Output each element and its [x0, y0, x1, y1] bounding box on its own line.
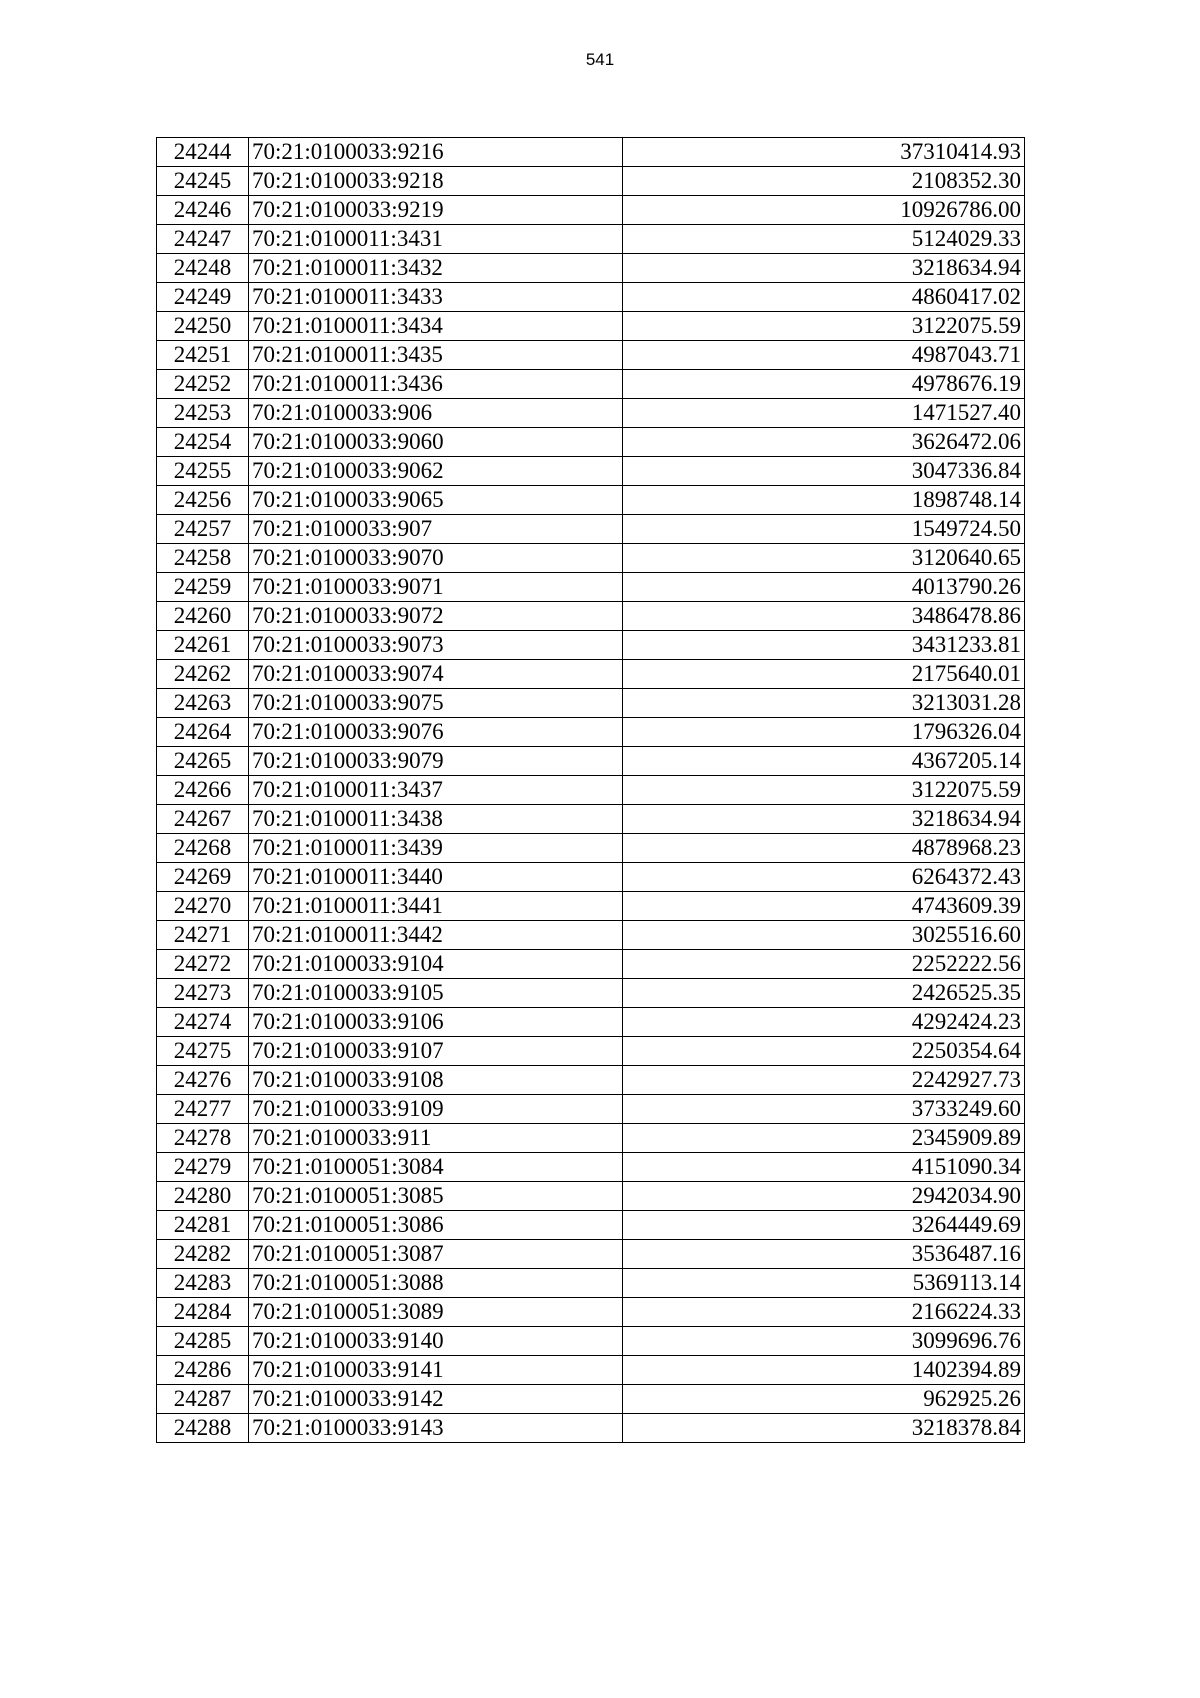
value-cell: 3099696.76	[623, 1327, 1025, 1356]
cadastral-number-cell: 70:21:0100033:9074	[249, 660, 623, 689]
row-number-cell: 24283	[157, 1269, 249, 1298]
table-row	[157, 544, 1025, 573]
cadastral-number-cell: 70:21:0100033:9140	[249, 1327, 623, 1356]
value-cell: 4860417.02	[623, 283, 1025, 312]
cadastral-number-cell: 70:21:0100051:3087	[249, 1240, 623, 1269]
row-number-cell: 24250	[157, 312, 249, 341]
table-row	[157, 399, 1025, 428]
row-number-cell: 24263	[157, 689, 249, 718]
cadastral-number-cell: 70:21:0100011:3434	[249, 312, 623, 341]
row-number-cell: 24254	[157, 428, 249, 457]
cadastral-value-table	[156, 137, 1025, 1443]
cadastral-number-cell: 70:21:0100033:9060	[249, 428, 623, 457]
row-number-cell: 24245	[157, 167, 249, 196]
table-body	[157, 138, 1025, 1443]
table-row	[157, 863, 1025, 892]
table-row	[157, 1124, 1025, 1153]
value-cell: 1549724.50	[623, 515, 1025, 544]
row-number-cell: 24279	[157, 1153, 249, 1182]
value-cell: 3218378.84	[623, 1414, 1025, 1443]
table-row	[157, 747, 1025, 776]
row-number-cell: 24269	[157, 863, 249, 892]
cadastral-number-cell: 70:21:0100033:9106	[249, 1008, 623, 1037]
row-number-cell: 24266	[157, 776, 249, 805]
cadastral-number-cell: 70:21:0100011:3442	[249, 921, 623, 950]
table-row	[157, 370, 1025, 399]
value-cell: 1898748.14	[623, 486, 1025, 515]
cadastral-number-cell: 70:21:0100033:9079	[249, 747, 623, 776]
cadastral-number-cell: 70:21:0100033:9104	[249, 950, 623, 979]
table-row	[157, 1414, 1025, 1443]
cadastral-number-cell: 70:21:0100011:3432	[249, 254, 623, 283]
table-row	[157, 1008, 1025, 1037]
cadastral-number-cell: 70:21:0100051:3085	[249, 1182, 623, 1211]
table-row	[157, 1211, 1025, 1240]
table-row	[157, 225, 1025, 254]
value-cell: 3264449.69	[623, 1211, 1025, 1240]
value-cell: 3122075.59	[623, 312, 1025, 341]
row-number-cell: 24273	[157, 979, 249, 1008]
cadastral-number-cell: 70:21:0100033:9107	[249, 1037, 623, 1066]
row-number-cell: 24264	[157, 718, 249, 747]
row-number-cell: 24251	[157, 341, 249, 370]
table-row	[157, 486, 1025, 515]
value-cell: 3733249.60	[623, 1095, 1025, 1124]
cadastral-number-cell: 70:21:0100033:9141	[249, 1356, 623, 1385]
row-number-cell: 24267	[157, 805, 249, 834]
row-number-cell: 24288	[157, 1414, 249, 1443]
cadastral-number-cell: 70:21:0100011:3436	[249, 370, 623, 399]
cadastral-number-cell: 70:21:0100033:9142	[249, 1385, 623, 1414]
cadastral-number-cell: 70:21:0100011:3431	[249, 225, 623, 254]
row-number-cell: 24257	[157, 515, 249, 544]
cadastral-number-cell: 70:21:0100033:9143	[249, 1414, 623, 1443]
table-row	[157, 167, 1025, 196]
cadastral-number-cell: 70:21:0100033:9216	[249, 138, 623, 167]
cadastral-number-cell: 70:21:0100033:9062	[249, 457, 623, 486]
cadastral-number-cell: 70:21:0100033:906	[249, 399, 623, 428]
table-row	[157, 138, 1025, 167]
table-row	[157, 196, 1025, 225]
table-row	[157, 921, 1025, 950]
cadastral-number-cell: 70:21:0100033:9105	[249, 979, 623, 1008]
value-cell: 4367205.14	[623, 747, 1025, 776]
value-cell: 3120640.65	[623, 544, 1025, 573]
row-number-cell: 24271	[157, 921, 249, 950]
table-row	[157, 1356, 1025, 1385]
cadastral-number-cell: 70:21:0100033:9065	[249, 486, 623, 515]
row-number-cell: 24274	[157, 1008, 249, 1037]
table-row	[157, 1066, 1025, 1095]
value-cell: 3486478.86	[623, 602, 1025, 631]
table-row	[157, 573, 1025, 602]
row-number-cell: 24280	[157, 1182, 249, 1211]
value-cell: 2166224.33	[623, 1298, 1025, 1327]
row-number-cell: 24253	[157, 399, 249, 428]
row-number-cell: 24247	[157, 225, 249, 254]
cadastral-number-cell: 70:21:0100033:9073	[249, 631, 623, 660]
value-cell: 2175640.01	[623, 660, 1025, 689]
table-row	[157, 457, 1025, 486]
value-cell: 6264372.43	[623, 863, 1025, 892]
cadastral-number-cell: 70:21:0100011:3435	[249, 341, 623, 370]
table-row	[157, 515, 1025, 544]
cadastral-number-cell: 70:21:0100051:3086	[249, 1211, 623, 1240]
row-number-cell: 24244	[157, 138, 249, 167]
row-number-cell: 24256	[157, 486, 249, 515]
value-cell: 3431233.81	[623, 631, 1025, 660]
table-row	[157, 1269, 1025, 1298]
cadastral-number-cell: 70:21:0100011:3440	[249, 863, 623, 892]
value-cell: 10926786.00	[623, 196, 1025, 225]
cadastral-number-cell: 70:21:0100033:911	[249, 1124, 623, 1153]
cadastral-number-cell: 70:21:0100051:3088	[249, 1269, 623, 1298]
value-cell: 2345909.89	[623, 1124, 1025, 1153]
value-cell: 3213031.28	[623, 689, 1025, 718]
value-cell: 3218634.94	[623, 254, 1025, 283]
row-number-cell: 24276	[157, 1066, 249, 1095]
row-number-cell: 24277	[157, 1095, 249, 1124]
value-cell: 1471527.40	[623, 399, 1025, 428]
table-row	[157, 1240, 1025, 1269]
table-row	[157, 283, 1025, 312]
row-number-cell: 24261	[157, 631, 249, 660]
row-number-cell: 24248	[157, 254, 249, 283]
value-cell: 5124029.33	[623, 225, 1025, 254]
cadastral-number-cell: 70:21:0100011:3441	[249, 892, 623, 921]
table-row	[157, 776, 1025, 805]
table-row	[157, 254, 1025, 283]
table-row	[157, 1153, 1025, 1182]
row-number-cell: 24272	[157, 950, 249, 979]
cadastral-number-cell: 70:21:0100011:3439	[249, 834, 623, 863]
row-number-cell: 24260	[157, 602, 249, 631]
table-row	[157, 805, 1025, 834]
cadastral-number-cell: 70:21:0100011:3438	[249, 805, 623, 834]
cadastral-number-cell: 70:21:0100051:3084	[249, 1153, 623, 1182]
value-cell: 2242927.73	[623, 1066, 1025, 1095]
table-row	[157, 689, 1025, 718]
table-row	[157, 1182, 1025, 1211]
value-cell: 3626472.06	[623, 428, 1025, 457]
cadastral-number-cell: 70:21:0100033:9076	[249, 718, 623, 747]
row-number-cell: 24265	[157, 747, 249, 776]
value-cell: 962925.26	[623, 1385, 1025, 1414]
table-row	[157, 1385, 1025, 1414]
value-cell: 4978676.19	[623, 370, 1025, 399]
value-cell: 4878968.23	[623, 834, 1025, 863]
cadastral-number-cell: 70:21:0100011:3433	[249, 283, 623, 312]
value-cell: 4292424.23	[623, 1008, 1025, 1037]
row-number-cell: 24282	[157, 1240, 249, 1269]
value-cell: 3218634.94	[623, 805, 1025, 834]
cadastral-number-cell: 70:21:0100033:9108	[249, 1066, 623, 1095]
value-cell: 5369113.14	[623, 1269, 1025, 1298]
value-cell: 1796326.04	[623, 718, 1025, 747]
row-number-cell: 24259	[157, 573, 249, 602]
row-number-cell: 24252	[157, 370, 249, 399]
table-row	[157, 428, 1025, 457]
table-row	[157, 718, 1025, 747]
table-row	[157, 892, 1025, 921]
value-cell: 3047336.84	[623, 457, 1025, 486]
value-cell: 1402394.89	[623, 1356, 1025, 1385]
value-cell: 4743609.39	[623, 892, 1025, 921]
table-row	[157, 1327, 1025, 1356]
value-cell: 2426525.35	[623, 979, 1025, 1008]
value-cell: 3536487.16	[623, 1240, 1025, 1269]
cadastral-number-cell: 70:21:0100033:9109	[249, 1095, 623, 1124]
table-row	[157, 660, 1025, 689]
row-number-cell: 24270	[157, 892, 249, 921]
value-cell: 4151090.34	[623, 1153, 1025, 1182]
table-row	[157, 979, 1025, 1008]
row-number-cell: 24275	[157, 1037, 249, 1066]
row-number-cell: 24246	[157, 196, 249, 225]
row-number-cell: 24278	[157, 1124, 249, 1153]
row-number-cell: 24268	[157, 834, 249, 863]
table-row	[157, 1298, 1025, 1327]
table-row	[157, 631, 1025, 660]
table-row	[157, 602, 1025, 631]
table-row	[157, 312, 1025, 341]
value-cell: 3122075.59	[623, 776, 1025, 805]
cadastral-number-cell: 70:21:0100033:9218	[249, 167, 623, 196]
table-row	[157, 1095, 1025, 1124]
value-cell: 3025516.60	[623, 921, 1025, 950]
table-row	[157, 950, 1025, 979]
row-number-cell: 24287	[157, 1385, 249, 1414]
table-row	[157, 1037, 1025, 1066]
row-number-cell: 24262	[157, 660, 249, 689]
cadastral-number-cell: 70:21:0100011:3437	[249, 776, 623, 805]
cadastral-number-cell: 70:21:0100033:9071	[249, 573, 623, 602]
row-number-cell: 24285	[157, 1327, 249, 1356]
row-number-cell: 24249	[157, 283, 249, 312]
row-number-cell: 24255	[157, 457, 249, 486]
value-cell: 2250354.64	[623, 1037, 1025, 1066]
cadastral-number-cell: 70:21:0100033:9072	[249, 602, 623, 631]
row-number-cell: 24281	[157, 1211, 249, 1240]
cadastral-number-cell: 70:21:0100033:9075	[249, 689, 623, 718]
value-cell: 2252222.56	[623, 950, 1025, 979]
page-number: 541	[585, 50, 615, 69]
cadastral-number-cell: 70:21:0100033:9070	[249, 544, 623, 573]
row-number-cell: 24258	[157, 544, 249, 573]
value-cell: 4013790.26	[623, 573, 1025, 602]
cadastral-number-cell: 70:21:0100033:907	[249, 515, 623, 544]
table-row	[157, 341, 1025, 370]
value-cell: 2942034.90	[623, 1182, 1025, 1211]
value-cell: 37310414.93	[623, 138, 1025, 167]
row-number-cell: 24286	[157, 1356, 249, 1385]
cadastral-number-cell: 70:21:0100051:3089	[249, 1298, 623, 1327]
value-cell: 2108352.30	[623, 167, 1025, 196]
cadastral-number-cell: 70:21:0100033:9219	[249, 196, 623, 225]
value-cell: 4987043.71	[623, 341, 1025, 370]
table-row	[157, 834, 1025, 863]
row-number-cell: 24284	[157, 1298, 249, 1327]
